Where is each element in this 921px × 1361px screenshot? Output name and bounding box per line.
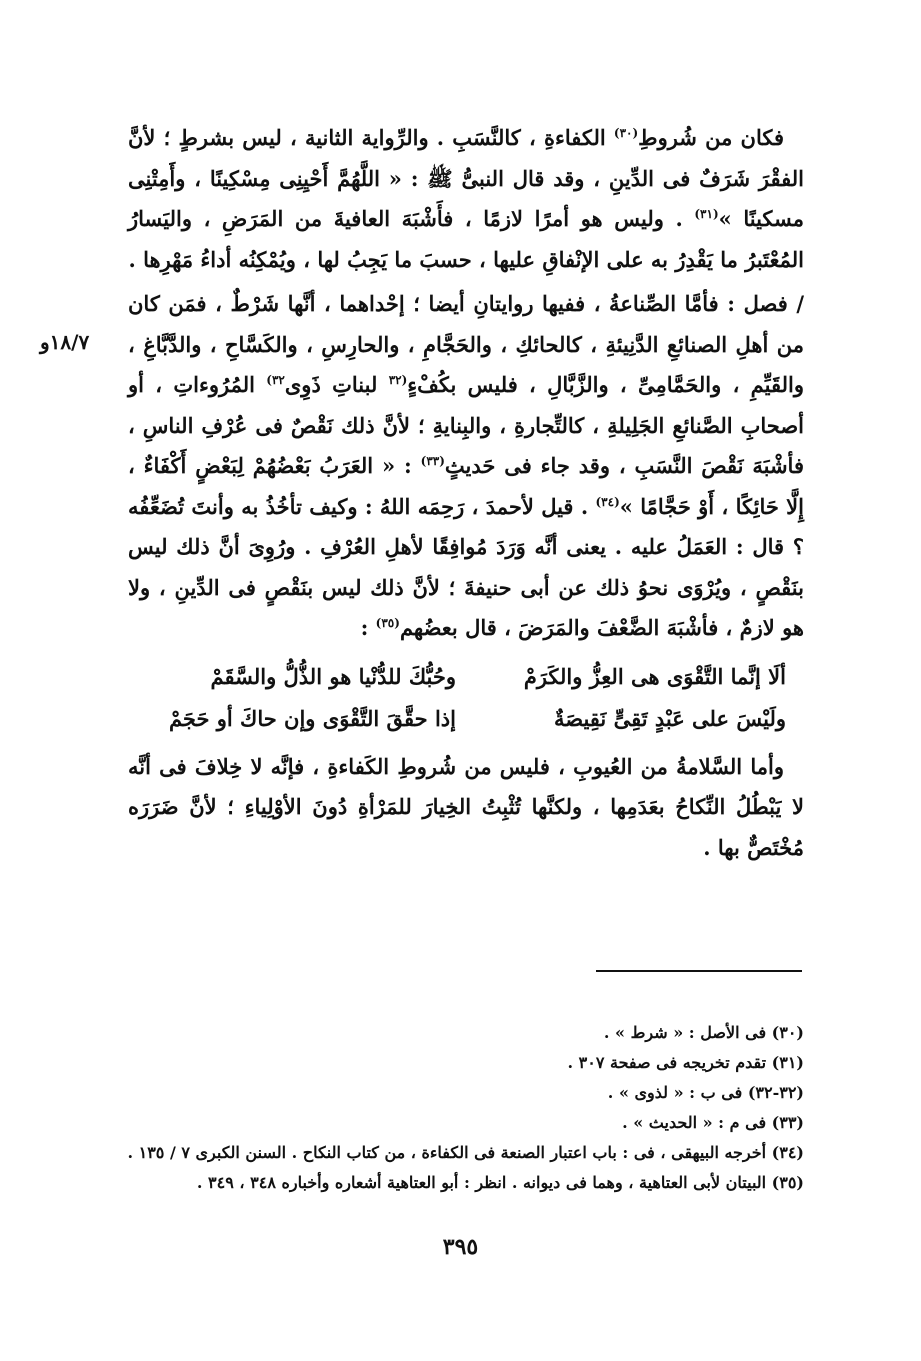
footnote-ref-31[interactable]: (٣١) xyxy=(694,207,719,221)
footnotes xyxy=(120,1018,804,1198)
text-run: لبناتِ ذَوِى xyxy=(284,372,389,397)
footnote-ref-30[interactable]: (٣٠) xyxy=(613,126,639,140)
verse-first-hemistich: ألَا إنَّما التَّقْوَى هى العِزُّ والكَرَمْ xyxy=(523,663,786,689)
verse-second-hemistich: إذا حقَّقَ التَّقْوَى وإن حاكَ أو حَجَمْ xyxy=(168,705,456,731)
main-text xyxy=(128,118,804,868)
section-label-fasl: / فصل : xyxy=(727,291,804,316)
footnote-ref-35[interactable]: (٣٥) xyxy=(375,616,400,630)
text-run: المُرُوءاتِ ، أو أصحابِ الصَّنائعِ الجَلِيلةِ ، كالتِّجارةِ ، والبِنايةِ ؛ لأنَّ ذلك نَقْصٌ فى عُرْفِ الناسِ ، فأشْبَهَ نَقْصَ النَّسَبِ ، وقد جاء فى حَديثٍ xyxy=(128,372,804,478)
text-run: : xyxy=(360,615,376,640)
verse-line xyxy=(128,699,804,743)
paragraph-nasab xyxy=(128,118,804,280)
footnote-ref-33[interactable]: (٣٣) xyxy=(420,454,445,468)
text-run: : « العَرَبُ بَعْضُهُمْ لِبَعْضٍ أَكْفَاءٌ ، إِلَّا حَائِكًا ، أَوْ حَجَّامًا » xyxy=(128,453,804,519)
footnote: (٣٤) أخرجه البيهقى ، فى : باب اعتبار الصنعة فى الكفاءة ، من كتاب النكاح . السنن الكبرى ٧ / ١٣٥ . xyxy=(127,1143,804,1162)
text-run: . قيل لأحمدَ ، رَحِمَه اللهُ : وكيف تأخُذُ به وأنتَ تُضَعِّفُه ؟ قال : العَمَلُ عليه . يعنى أنَّه وَرَدَ مُوافِقًا لأهلِ العُرْفِ . ورُوِىَ أنَّ ذلك ليس بنَقْصٍ ، ويُرْوَى نحوُ ذلك عن أبى حنيفةَ ؛ لأنَّ ذلك ليس بنَقْصٍ فى الدِّينِ ، ولا هو لازمٌ ، فأشْبَهَ الضَّعْفَ والمَرَضَ ، قال بعضُهم xyxy=(128,493,804,640)
text-run: فأمَّا الصِّناعةُ ، ففيها روايتانِ أيضا ؛ إحْداهما ، أنَّها شَرْطٌ ، فمَن كان من أهلِ الصنائعِ الدَّنِيئةِ ، كالحائكِ ، والحَجَّامِ ، والحارِسِ ، والكَسَّاحِ ، والدَّبَّاغِ ، والقَيِّمِ ، والحَمَّامِىِّ ، والزَّبَّالِ ، فليس بكُفْءٍ xyxy=(128,291,804,397)
footnote-ref-32-start[interactable]: (٣٢ xyxy=(388,373,408,387)
footnote: (٣٢-٣٢) فى ب : « لذوى » . xyxy=(607,1083,804,1102)
footnote: (٣٥) البيتان لأبى العتاهية ، وهما فى ديوانه . انظر : أبو العتاهية أشعاره وأخباره ٣٤٨ ، ٣٤٩ . xyxy=(196,1173,804,1192)
footnote-separator xyxy=(596,970,802,972)
footnote-ref-34[interactable]: (٣٤) xyxy=(595,494,620,509)
page-number: ٣٩٥ xyxy=(442,1234,479,1260)
verse-line xyxy=(128,657,804,701)
footnote: (٣٣) فى م : « الحديث » . xyxy=(622,1113,804,1132)
text-run: . وليس هو أمرًا لازمًا ، فأَشْبَهَ العافيةَ من المَرَضِ ، واليَسارُ المُعْتَبرُ ما يَقْدِرُ به على الإنْفاقِ عليها ، حسبَ ما يَجِبُ لها ، ويُمْكِنُه أداءُ مَهْرِها . xyxy=(128,206,804,272)
poem-verses xyxy=(128,651,804,747)
footnote: (٣٠) فى الأصل : « شرط » . xyxy=(603,1023,804,1042)
paragraph-salama: وأما السَّلامةُ من العُيوبِ ، فليس من شُروطِ الكَفاءةِ ، فإنَّه لا خِلافَ فى أنَّه لا يَبْطُلُ النِّكاحُ بعَدَمِها ، ولكنَّها تُثْبِتُ الخِيارَ للمَرْأةِ دُونَ الأوْلِياءِ ؛ لأنَّ ضَرَرَه مُخْتَصٌّ بها . xyxy=(128,753,804,860)
verse-first-hemistich: ولَيْسَ على عَبْدٍ تَقِىٍّ نَقِيصَةٌ xyxy=(553,705,786,731)
text-run: فكان من شُروطِ xyxy=(638,125,784,150)
paragraph-sinaa xyxy=(128,284,804,649)
verse-second-hemistich: وحُبُّكَ للدُّنْيا هو الذُّلُّ والسَّقَمْ xyxy=(210,663,456,689)
footnote: (٣١) تقدم تخريجه فى صفحة ٣٠٧ . xyxy=(567,1053,804,1072)
text-run: الكفاءةِ ، كالنَّسَبِ . والرِّواية الثانية ، ليس بشرطٍ ؛ لأنَّ الفقْرَ شَرَفٌ فى الدِّينِ ، وقد قال النبىُّ ﷺ : « اللَّهُمَّ أَحْيِنِى مِسْكِينًا ، وأَمِتْنِى مسكينًا » xyxy=(128,125,804,231)
margin-folio-reference: ١٨/٧و xyxy=(40,330,90,354)
footnote-ref-32-end[interactable]: ٣٢) xyxy=(266,373,285,387)
